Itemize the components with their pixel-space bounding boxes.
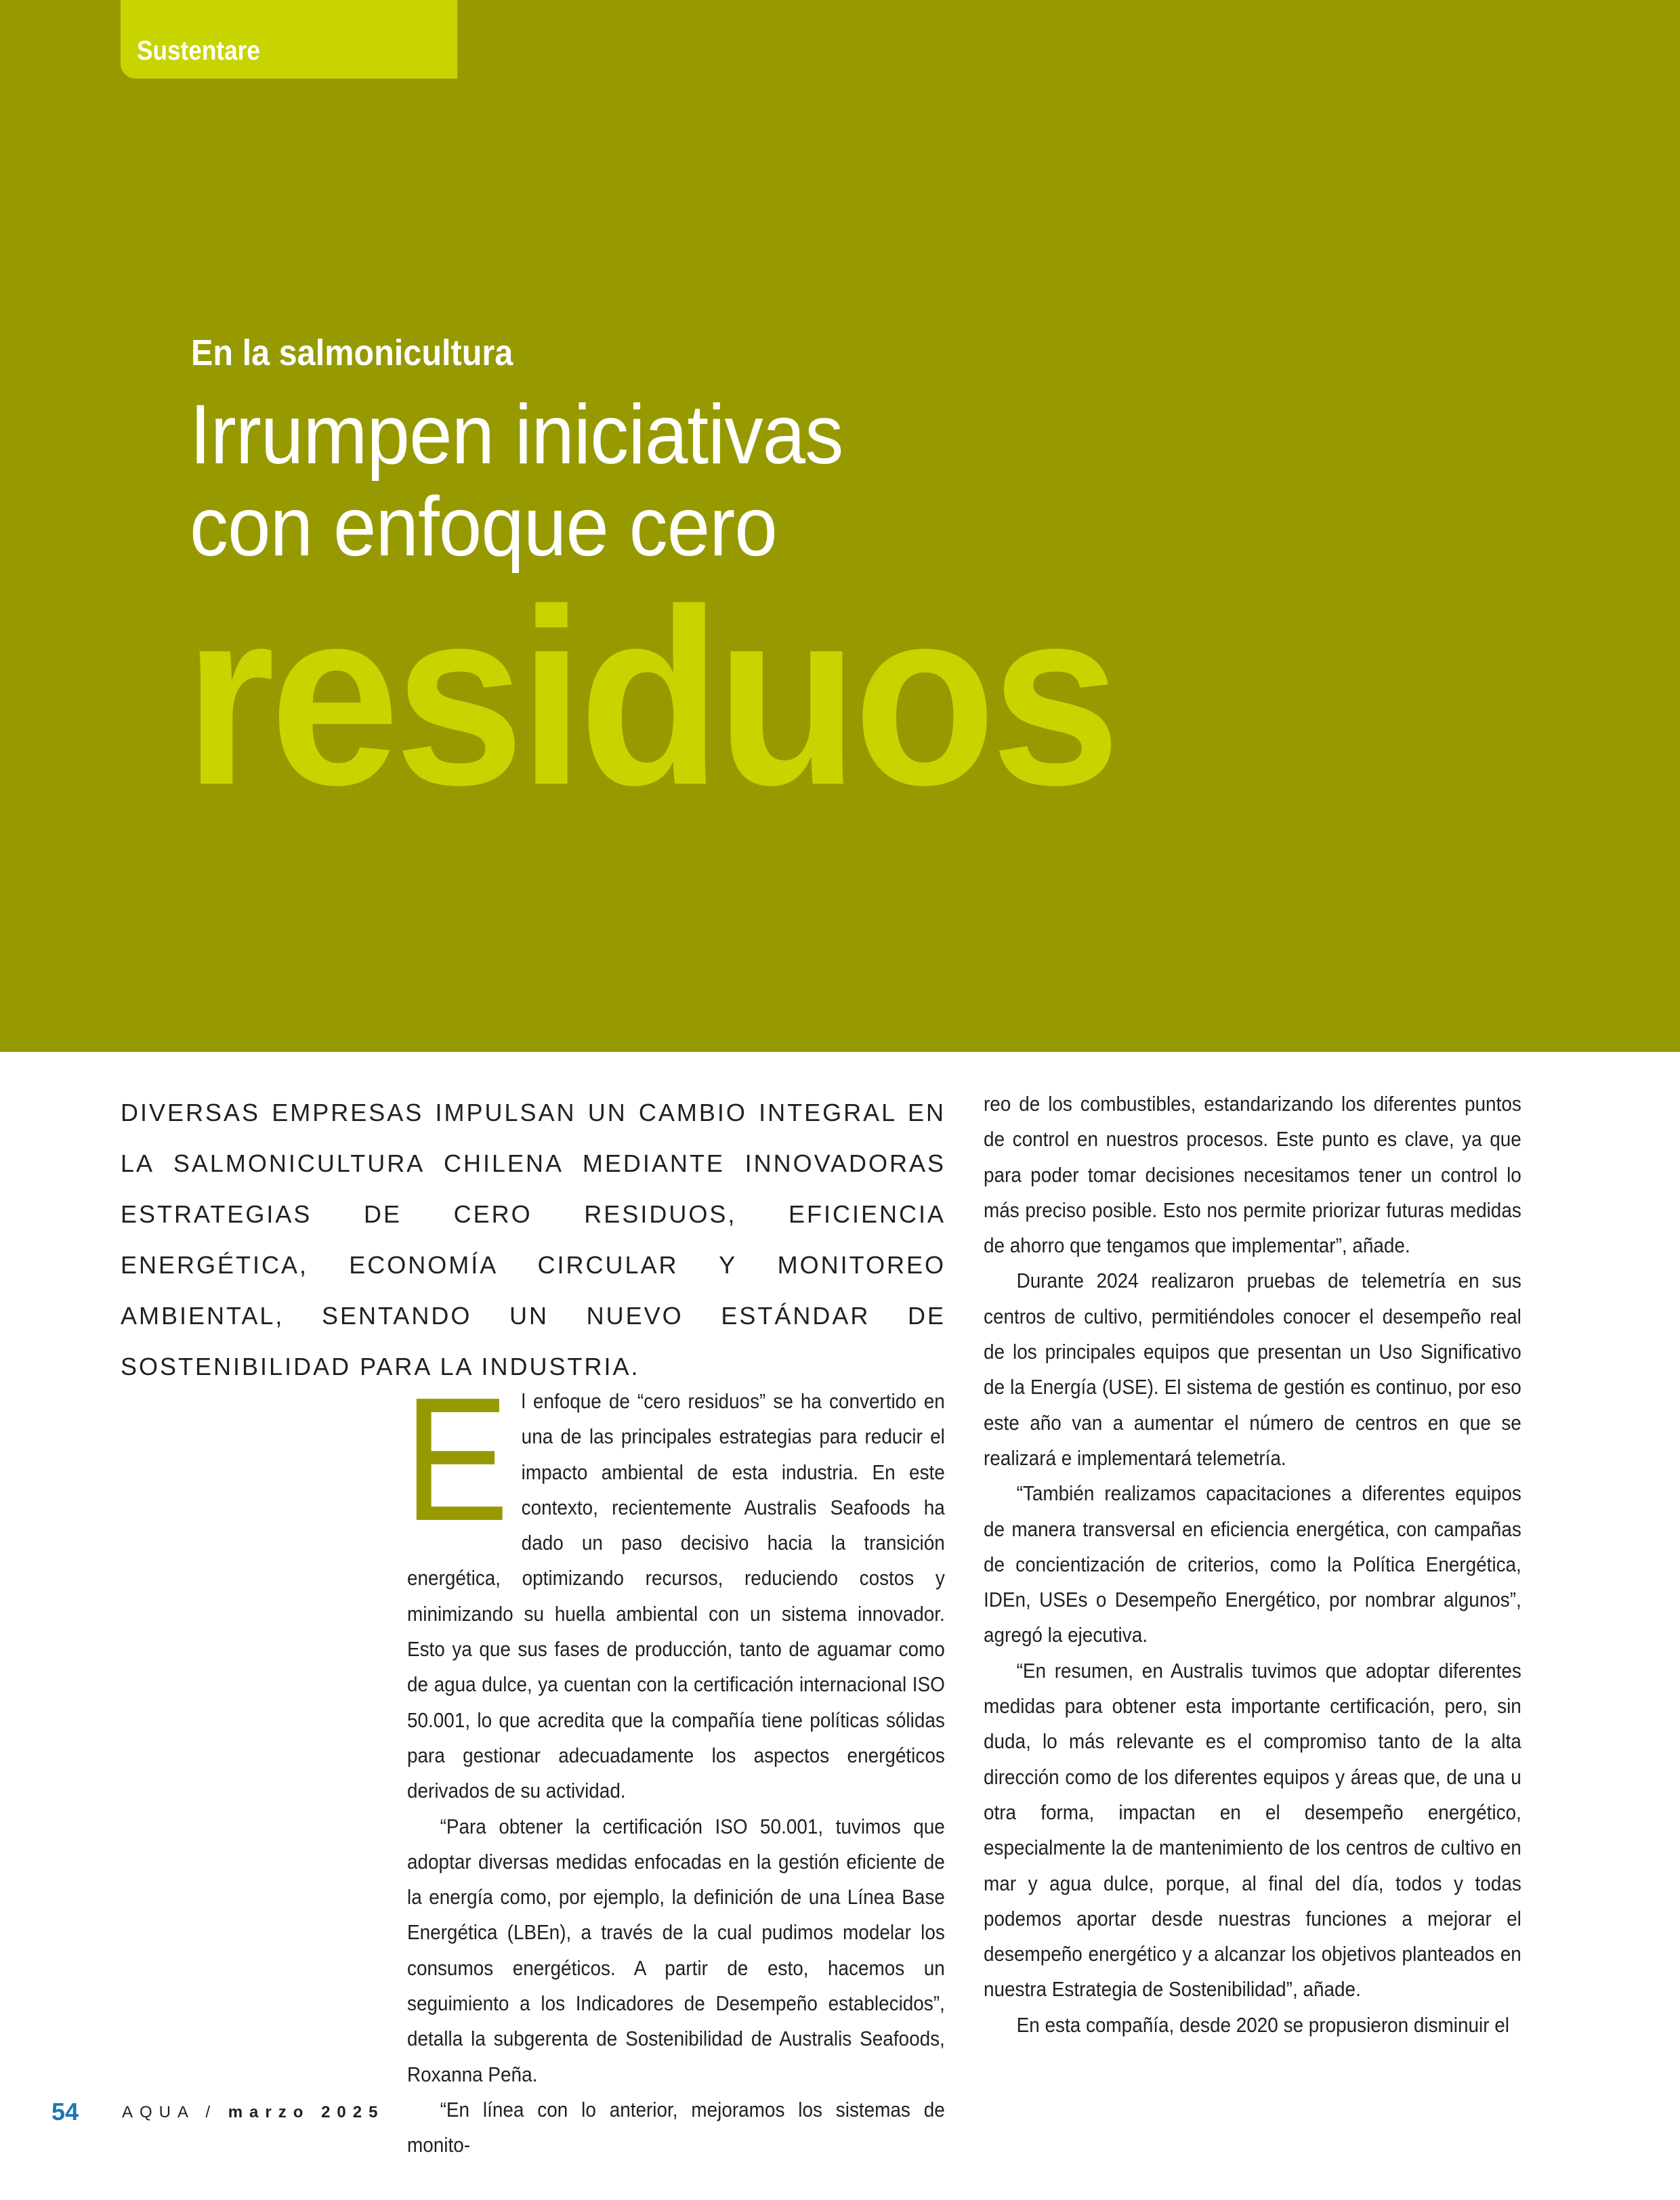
headline-big-word: residuos — [184, 557, 1116, 837]
footer-publication — [122, 2102, 384, 2123]
issue-date: marzo 2025 — [228, 2103, 385, 2121]
page-number: 54 — [51, 2098, 79, 2125]
body-paragraph: “También realizamos capacitaciones a diferentes equipos de manera transversal en eficiencia energética, con campañas de concientización de criterios, como la Política Energética, IDEn, USEs o Desempeño Energético, por nombrar algunos”, agregó la ejecutiva. — [984, 1481, 1521, 1647]
section-tab — [121, 0, 457, 79]
hero-banner — [0, 0, 1680, 1052]
body-paragraph: “Para obtener la certificación ISO 50.001, tuvimos que adoptar diversas medidas enfocadas en la gestión eficiente de la energía como, por ejemplo, la definición de una Línea Base Energética (LBEn), a través de la cual pudimos modelar los consumos energéticos. A partir de esto, hacemos un seguimiento a los Indicadores de Desempeño establecidos”, detalla la subgerenta de Sostenibilidad de Australis Seafoods, Roxanna Peña. — [407, 1814, 945, 2086]
headline-title — [190, 389, 900, 573]
body-paragraph — [403, 1361, 945, 1809]
drop-cap: E — [403, 1361, 509, 1558]
body-column-left — [403, 1361, 945, 2163]
footer-separator: / — [205, 2103, 217, 2121]
body-paragraph: Durante 2024 realizaron pruebas de telemetría en sus centros de cultivo, permitiéndoles conocer el desempeño real de los principales equipos que presentan un Uso Significativo de la Energía (USE). El sistema de gestión es continuo, por eso este año van a aumentar el número de centros en que se realizará e implementará telemetría. — [984, 1269, 1521, 1470]
headline-title-line1: Irrumpen iniciativas — [190, 388, 843, 482]
body-column-right — [984, 1086, 1521, 2043]
section-label: Sustentare — [137, 36, 260, 66]
body-paragraph: “En línea con lo anterior, mejoramos los sistemas de monito- — [407, 2097, 945, 2157]
magazine-name: AQUA — [122, 2103, 194, 2121]
lead-paragraph: DIVERSAS EMPRESAS IMPULSAN UN CAMBIO INTEGRAL EN LA SALMONICULTURA CHILENA MEDIANTE INNOVADORAS ESTRATEGIAS DE CERO RESIDUOS, EFICIENCIA ENERGÉTICA, ECONOMÍA CIRCULAR Y MONITOREO AMBIENTAL, SENTANDO UN NUEVO ESTÁNDAR DE SOSTENIBILIDAD PARA LA INDUSTRIA. — [121, 1099, 946, 1380]
headline-title-line2: con enfoque cero — [190, 480, 777, 574]
body-text: l enfoque de “cero residuos” se ha convertido en una de las principales estrategias para reducir el impacto ambiental de esta industria. En este contexto, recientemente Australis Seafoods ha dado un paso decisivo hacia la transición energética, optimizando recursos, reduciendo costos y minimizando su huella ambiental con un sistema innovador. Esto ya que sus fases de producción, tanto de aguamar como de agua dulce, ya cuentan con la certificación internacional ISO 50.001, lo que acredita que la compañía tiene políticas sólidas para gestionar adecuadamente los aspectos energéticos derivados de su actividad. — [407, 1389, 945, 1803]
body-paragraph: reo de los combustibles, estandarizando los diferentes puntos de control en nuestros procesos. Este punto es clave, ya que para poder tomar decisiones necesitamos tener un control lo más preciso posible. Esto nos permite priorizar futuras medidas de ahorro que tengamos que implementar”, añade. — [984, 1092, 1521, 1258]
headline-kicker: En la salmonicultura — [191, 333, 513, 373]
body-paragraph: “En resumen, en Australis tuvimos que adoptar diferentes medidas para obtener esta importante certificación, pero, sin duda, lo más relevante es el compromiso tanto de la alta dirección como de los diferentes equipos y áreas que, de una u otra forma, impactan en el desempeño energético, especialmente la de mantenimiento de los centros de cultivo en mar y agua dulce, porque, al final del día, todos y todas podemos aportar desde nuestras funciones a mejorar el desempeño energético y a alcanzar los objetivos planteados en nuestra Estrategia de Sostenibilidad”, añade. — [984, 1658, 1521, 2002]
body-paragraph: En esta compañía, desde 2020 se propusieron disminuir el — [1016, 2012, 1509, 2037]
